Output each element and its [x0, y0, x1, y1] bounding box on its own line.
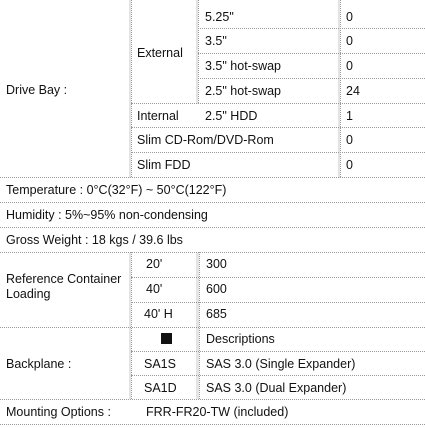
- container-qty: 685: [206, 307, 227, 321]
- row-divider: [131, 127, 425, 128]
- drive-bay-label: Drive Bay :: [6, 83, 68, 97]
- backplane-code: SA1S: [144, 357, 176, 371]
- mounting-label: Mounting Options :: [6, 405, 111, 419]
- drive-size: 3.5" hot-swap: [205, 59, 282, 73]
- column-divider: [131, 0, 132, 177]
- internal-label: Internal: [137, 109, 179, 123]
- row-divider: [0, 399, 425, 400]
- container-label: Loading: [6, 287, 51, 301]
- drive-count: 0: [346, 10, 353, 24]
- gross-weight-spec: Gross Weight : 18 kgs / 39.6 lbs: [6, 233, 183, 247]
- backplane-code: SA1D: [144, 381, 177, 395]
- row-divider: [198, 78, 425, 79]
- row-divider: [0, 227, 425, 228]
- container-size: 40': [146, 282, 163, 296]
- slim-cd-count: 0: [346, 133, 353, 147]
- drive-count: 0: [346, 59, 353, 73]
- drive-count: 0: [346, 34, 353, 48]
- row-divider: [131, 103, 425, 104]
- legend-square-icon: [161, 333, 172, 344]
- drive-count: 1: [346, 109, 353, 123]
- row-divider: [0, 252, 425, 253]
- row-divider: [131, 375, 425, 376]
- container-qty: 300: [206, 257, 227, 271]
- slim-fdd-count: 0: [346, 158, 353, 172]
- column-divider: [131, 252, 132, 399]
- backplane-label: Backplane :: [6, 357, 72, 371]
- row-divider: [0, 424, 425, 425]
- temperature-spec: Temperature : 0°C(32°F) ~ 50°C(122°F): [6, 183, 227, 197]
- row-divider: [131, 152, 425, 153]
- drive-size: 2.5" hot-swap: [205, 84, 282, 98]
- column-divider: [340, 0, 341, 177]
- row-divider: [198, 53, 425, 54]
- backplane-desc: SAS 3.0 (Dual Expander): [206, 381, 347, 395]
- column-divider: [199, 252, 200, 399]
- humidity-spec: Humidity : 5%~95% non-condensing: [6, 208, 208, 222]
- row-divider: [0, 327, 425, 328]
- drive-count: 24: [346, 84, 360, 98]
- column-divider: [198, 0, 199, 103]
- container-size: 20': [146, 257, 163, 271]
- descriptions-header: Descriptions: [206, 332, 275, 346]
- external-label: External: [137, 46, 183, 60]
- row-divider: [131, 277, 425, 278]
- row-divider: [131, 302, 425, 303]
- row-divider: [0, 202, 425, 203]
- row-divider: [0, 177, 425, 178]
- drive-size: 2.5" HDD: [205, 109, 258, 123]
- slim-fdd-label: Slim FDD: [137, 158, 191, 172]
- container-qty: 600: [206, 282, 227, 296]
- slim-cd-label: Slim CD-Rom/DVD-Rom: [137, 133, 274, 147]
- drive-size: 3.5": [205, 34, 227, 48]
- row-divider: [198, 28, 425, 29]
- row-divider: [131, 351, 425, 352]
- mounting-value: FRR-FR20-TW (included): [146, 405, 289, 419]
- backplane-desc: SAS 3.0 (Single Expander): [206, 357, 356, 371]
- container-label: Reference Container: [6, 272, 122, 286]
- container-size: 40' H: [144, 307, 173, 321]
- drive-size: 5.25": [205, 10, 234, 24]
